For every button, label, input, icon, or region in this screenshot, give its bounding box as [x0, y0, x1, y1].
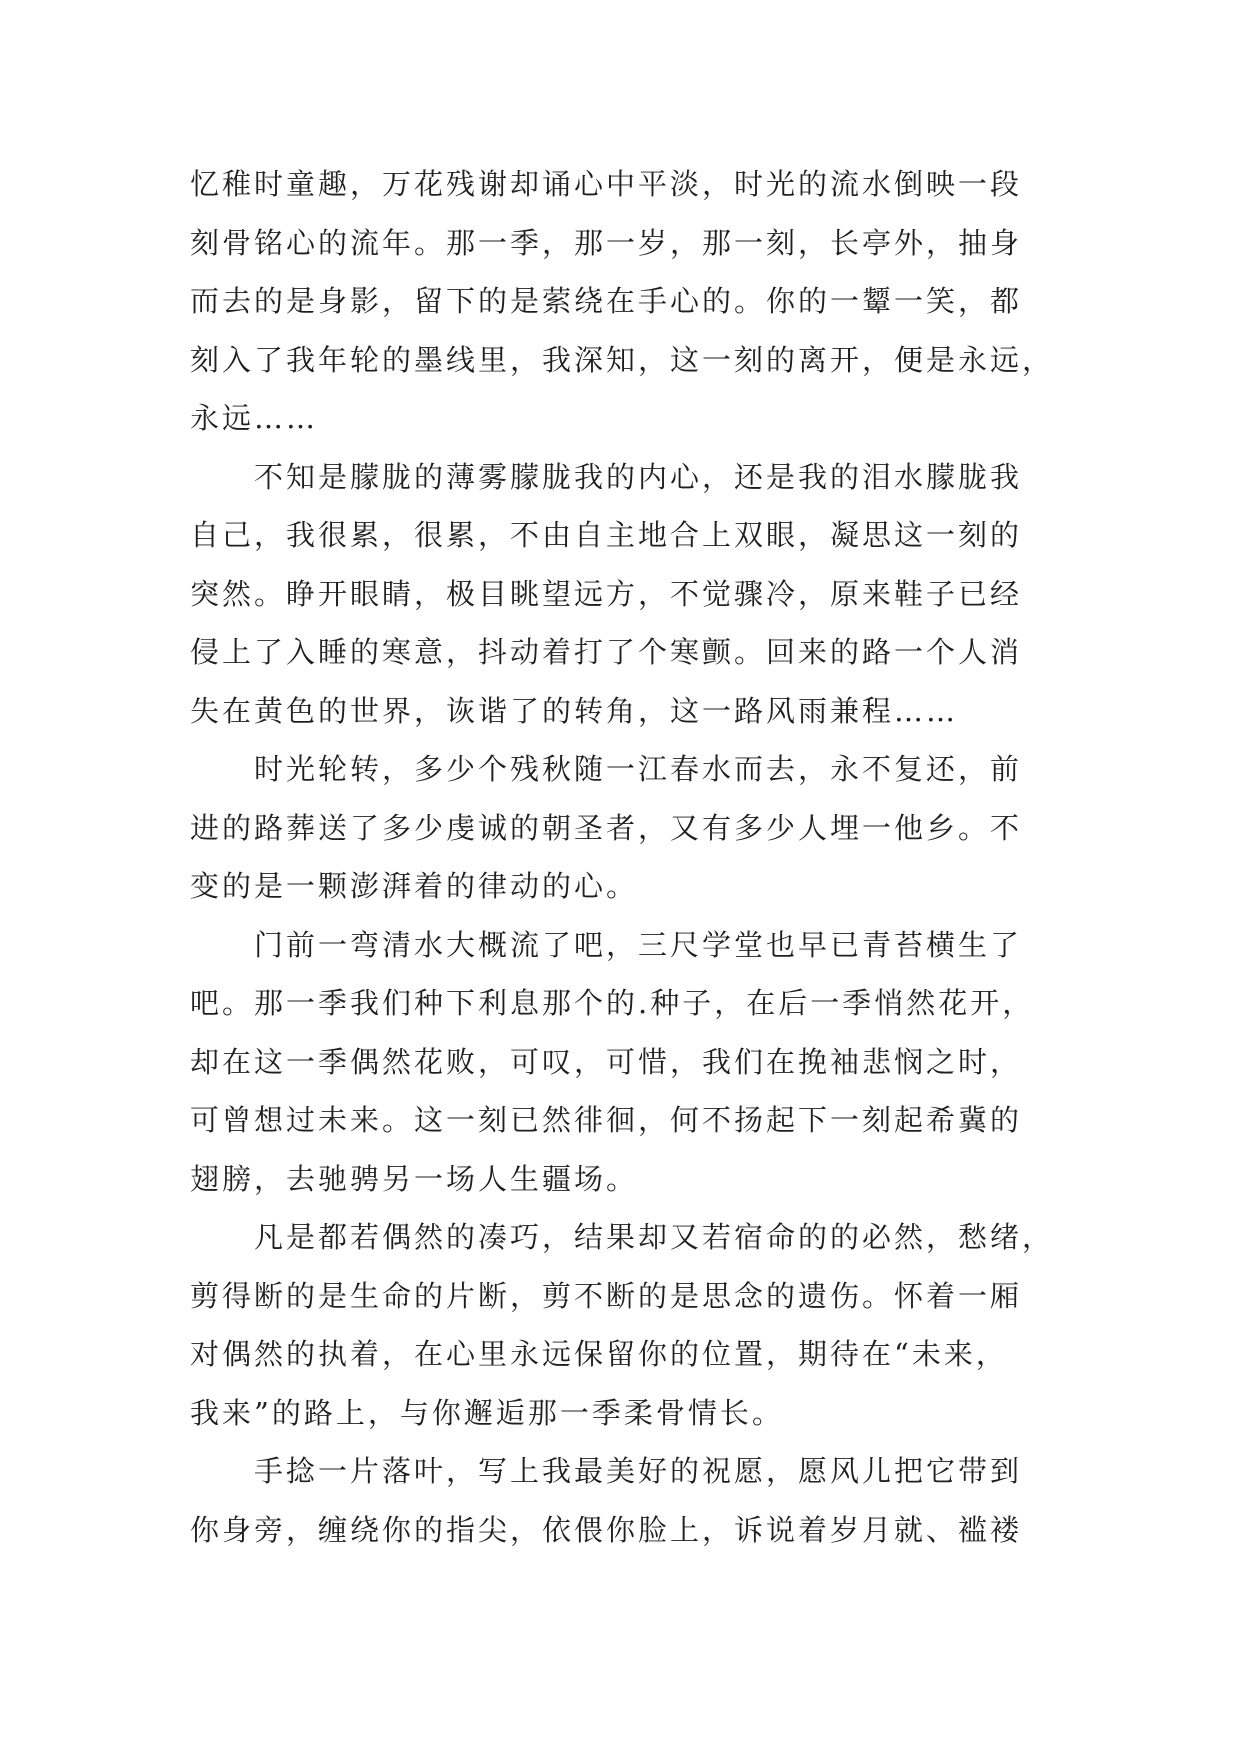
text-line: 刻骨铭心的流年。那一季，那一岁，那一刻，长亭外，抽身 [190, 225, 1023, 260]
paragraph-3 [190, 740, 1050, 916]
text-line: 凡是都若偶然的凑巧，结果却又若宿命的的必然，愁绪， [254, 1220, 1055, 1254]
text-line: 忆稚时童趣，万花残谢却诵心中平淡，时光的流水倒映一段 [190, 167, 1023, 201]
paragraph-5 [190, 1208, 1055, 1442]
text-line: 失在黄色的世界，诙谐了的转角，这一路风雨兼程…… [190, 693, 959, 728]
paragraph-4 [190, 916, 1050, 1209]
text-line: 刻入了我年轮的墨线里，我深知，这一刻的离开，便是永远， [190, 342, 1055, 377]
text-line: 自己，我很累，很累，不由自主地合上双眼，凝思这一刻的 [190, 518, 1023, 552]
paragraph-6 [190, 1442, 1050, 1559]
text-line: 突然。睁开眼睛，极目眺望远方，不觉骤冷，原来鞋子已经 [190, 576, 1023, 611]
text-line: 你身旁，缠绕你的指尖，依偎你脸上，诉说着岁月就、褴褛 [190, 1512, 1023, 1547]
text-line: 我来”的路上，与你邂逅那一季柔骨情长。 [190, 1395, 784, 1430]
text-line: 永远…… [190, 401, 319, 435]
text-line: 剪得断的是生命的片断，剪不断的是思念的遗伤。怀着一厢 [190, 1278, 1023, 1313]
text-line: 可曾想过未来。这一刻已然徘徊，何不扬起下一刻起希冀的 [190, 1103, 1023, 1137]
essay-body [190, 155, 1055, 1559]
paragraph-2 [190, 448, 1050, 741]
text-line: 而去的是身影，留下的是萦绕在手心的。你的一颦一笑，都 [190, 284, 1023, 318]
text-line: 手捻一片落叶，写上我最美好的祝愿，愿风儿把它带到 [254, 1454, 1023, 1488]
text-line: 侵上了入睡的寒意，抖动着打了个寒颤。回来的路一个人消 [190, 635, 1023, 669]
text-line: 翅膀，去驰骋另一场人生疆场。 [190, 1161, 639, 1196]
text-line: 不知是朦胧的薄雾朦胧我的内心，还是我的泪水朦胧我 [254, 459, 1023, 494]
text-line: 时光轮转，多少个残秋随一江春水而去，永不复还，前 [254, 752, 1023, 786]
text-line: 门前一弯清水大概流了吧，三尺学堂也早已青苔横生了 [254, 927, 1023, 962]
text-line: 进的路葬送了多少虔诚的朝圣者，又有多少人埋一他乡。不 [190, 810, 1023, 845]
text-line: 对偶然的执着，在心里永远保留你的位置，期待在“未来， [190, 1337, 1008, 1371]
text-line: 吧。那一季我们种下利息那个的.种子，在后一季悄然花开， [190, 986, 1035, 1020]
text-line: 却在这一季偶然花败，可叹，可惜，我们在挽袖悲悯之时， [190, 1044, 1023, 1079]
text-line: 变的是一颗澎湃着的律动的心。 [190, 869, 639, 903]
paragraph-1 [190, 155, 1055, 448]
